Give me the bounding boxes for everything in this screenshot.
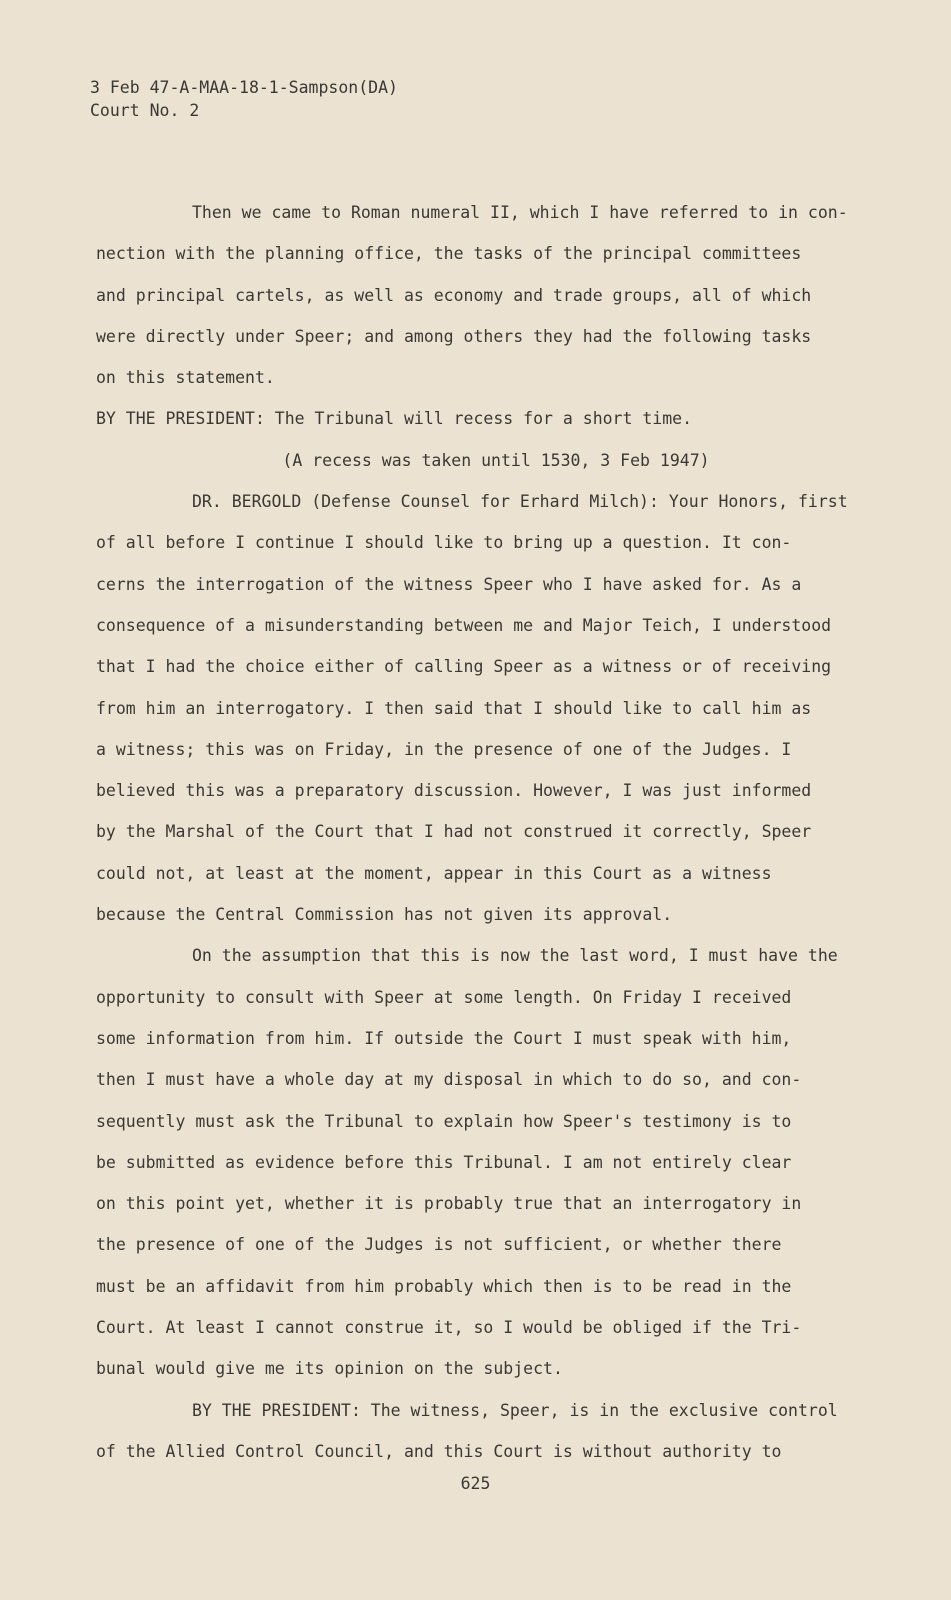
text-line: some information from him. If outside the Court I must speak with him, xyxy=(96,1028,792,1048)
header-reference: 3 Feb 47-A-MAA-18-1-Sampson(DA) xyxy=(90,78,398,97)
paragraph xyxy=(96,481,856,935)
text-line: opportunity to consult with Speer at some length. On Friday I received xyxy=(96,987,792,1007)
text-line: from him an interrogatory. I then said that I should like to call him as xyxy=(96,698,812,718)
header-court: Court No. 2 xyxy=(90,101,200,120)
text-line: BY THE PRESIDENT: The witness, Speer, is in the exclusive control xyxy=(192,1400,838,1420)
text-line: of the Allied Control Council, and this Court is without authority to xyxy=(96,1441,782,1461)
page-number: 625 xyxy=(460,1474,491,1493)
text-line: were directly under Speer; and among others they had the following tasks xyxy=(96,326,812,346)
text-line: (A recess was taken until 1530, 3 Feb 1947) xyxy=(282,450,710,470)
text-line: the presence of one of the Judges is not sufficient, or whether there xyxy=(96,1235,782,1255)
text-line: could not, at least at the moment, appear in this Court as a witness xyxy=(96,863,772,883)
text-line: that I had the choice either of calling Speer as a witness or of receiving xyxy=(96,657,832,677)
text-line: must be an affidavit from him probably which then is to be read in the xyxy=(96,1276,792,1296)
text-line: Then we came to Roman numeral II, which I have referred to in con- xyxy=(192,203,848,222)
page-header xyxy=(90,76,398,122)
paragraph xyxy=(96,1390,856,1473)
text-line: and principal cartels, as well as economy and trade groups, all of which xyxy=(96,285,812,305)
text-line: be submitted as evidence before this Tribunal. I am not entirely clear xyxy=(96,1152,792,1172)
text-line: on this point yet, whether it is probably true that an interrogatory in xyxy=(96,1194,802,1214)
paragraph xyxy=(96,192,856,398)
text-line: a witness; this was on Friday, in the presence of one of the Judges. I xyxy=(96,739,792,759)
text-line: BY THE PRESIDENT: The Tribunal will recess for a short time. xyxy=(96,409,693,429)
text-line: on this statement. xyxy=(96,368,275,388)
text-line: Court. At least I cannot construe it, so I would be obliged if the Tri- xyxy=(96,1318,802,1338)
text-line: bunal would give me its opinion on the subject. xyxy=(96,1359,563,1379)
paragraph xyxy=(96,935,856,1389)
text-line: cerns the interrogation of the witness Speer who I have asked for. As a xyxy=(96,574,802,594)
text-line: On the assumption that this is now the last word, I must have the xyxy=(192,946,838,966)
paragraph xyxy=(96,398,856,439)
text-line: because the Central Commission has not given its approval. xyxy=(96,905,673,925)
text-line: by the Marshal of the Court that I had not construed it correctly, Speer xyxy=(96,822,812,842)
text-line: then I must have a whole day at my disposal in which to do so, and con- xyxy=(96,1070,802,1090)
text-line: DR. BERGOLD (Defense Counsel for Erhard Milch): Your Honors, first xyxy=(192,492,848,512)
text-line: nection with the planning office, the tasks of the principal committees xyxy=(96,244,802,264)
transcript-body xyxy=(96,192,856,1472)
text-line: consequence of a misunderstanding between me and Major Teich, I understood xyxy=(96,615,832,635)
text-line: sequently must ask the Tribunal to explain how Speer's testimony is to xyxy=(96,1111,792,1131)
paragraph xyxy=(96,440,856,481)
text-line: of all before I continue I should like to bring up a question. It con- xyxy=(96,533,792,553)
text-line: believed this was a preparatory discussion. However, I was just informed xyxy=(96,781,812,801)
